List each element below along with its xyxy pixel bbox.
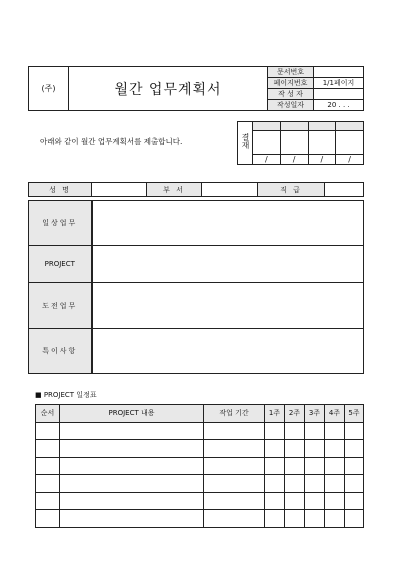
section-label-challenge: 도전업무 xyxy=(29,283,92,328)
section-content-challenge[interactable] xyxy=(92,283,364,328)
approval-head-3 xyxy=(308,122,336,131)
name-value[interactable] xyxy=(92,183,147,197)
section-label-notes: 특이사항 xyxy=(29,328,92,373)
cell[interactable] xyxy=(285,440,305,458)
section-label-daily: 일상업무 xyxy=(29,201,92,246)
cell[interactable] xyxy=(36,422,60,440)
approval-date-4: / xyxy=(336,155,364,165)
cell[interactable] xyxy=(285,457,305,475)
approval-date-1: / xyxy=(253,155,281,165)
sections-table xyxy=(28,200,364,374)
approval-head-1 xyxy=(253,122,281,131)
cell[interactable] xyxy=(285,492,305,510)
schedule-row xyxy=(36,457,364,475)
approval-date-3: / xyxy=(308,155,336,165)
approval-sign-4[interactable] xyxy=(336,131,364,155)
schedule-row xyxy=(36,422,364,440)
cell[interactable] xyxy=(345,422,364,440)
cell[interactable] xyxy=(305,492,325,510)
company-cell xyxy=(29,67,69,111)
date-value: 20 . . . xyxy=(314,100,364,111)
col-header-week3: 3주 xyxy=(305,405,325,423)
cell[interactable] xyxy=(204,475,265,493)
approval-label xyxy=(238,122,253,165)
schedule-row xyxy=(36,492,364,510)
col-header-week2: 2주 xyxy=(285,405,305,423)
cell[interactable] xyxy=(36,475,60,493)
cell[interactable] xyxy=(305,422,325,440)
name-label: 성 명 xyxy=(29,183,92,197)
header-table xyxy=(28,66,364,111)
author-value xyxy=(314,89,364,100)
cell[interactable] xyxy=(325,475,345,493)
cell[interactable] xyxy=(325,457,345,475)
cell[interactable] xyxy=(265,422,285,440)
cell[interactable] xyxy=(204,440,265,458)
schedule-heading: ■ PROJECT 일정표 xyxy=(35,391,97,399)
cell[interactable] xyxy=(325,492,345,510)
cell[interactable] xyxy=(36,510,60,528)
approval-head-4 xyxy=(336,122,364,131)
cell[interactable] xyxy=(60,422,204,440)
cell[interactable] xyxy=(60,457,204,475)
cell[interactable] xyxy=(285,422,305,440)
cell[interactable] xyxy=(36,457,60,475)
section-content-notes[interactable] xyxy=(92,328,364,373)
cell[interactable] xyxy=(60,440,204,458)
col-header-period: 작업 기간 xyxy=(204,405,265,423)
cell[interactable] xyxy=(325,510,345,528)
cell[interactable] xyxy=(204,457,265,475)
cell[interactable] xyxy=(60,475,204,493)
cell[interactable] xyxy=(325,440,345,458)
company-label: (주) xyxy=(41,84,56,93)
rank-label: 직 급 xyxy=(258,183,325,197)
col-header-week5: 5주 xyxy=(345,405,364,423)
cell[interactable] xyxy=(285,475,305,493)
cell[interactable] xyxy=(36,492,60,510)
cell[interactable] xyxy=(204,492,265,510)
dept-label: 부 서 xyxy=(147,183,202,197)
page-number-label: 페이지번호 xyxy=(268,78,314,89)
approval-sign-3[interactable] xyxy=(308,131,336,155)
cell[interactable] xyxy=(305,440,325,458)
author-label: 작 성 자 xyxy=(268,89,314,100)
approval-label-text: 결재 xyxy=(241,132,250,149)
document-title: 월간 업무계획서 xyxy=(69,67,268,111)
submission-statement: 아래와 같이 월간 업무계획서를 제출합니다. xyxy=(40,137,183,146)
approval-date-2: / xyxy=(280,155,308,165)
approval-sign-2[interactable] xyxy=(280,131,308,155)
cell[interactable] xyxy=(204,422,265,440)
info-table xyxy=(28,182,364,197)
approval-sign-1[interactable] xyxy=(253,131,281,155)
col-header-week1: 1주 xyxy=(265,405,285,423)
cell[interactable] xyxy=(265,457,285,475)
schedule-row xyxy=(36,440,364,458)
section-content-project[interactable] xyxy=(92,246,364,283)
date-label: 작성일자 xyxy=(268,100,314,111)
cell[interactable] xyxy=(345,457,364,475)
cell[interactable] xyxy=(345,440,364,458)
rank-value[interactable] xyxy=(325,183,364,197)
col-header-order: 순서 xyxy=(36,405,60,423)
schedule-row xyxy=(36,475,364,493)
section-label-project: PROJECT xyxy=(29,246,92,283)
cell[interactable] xyxy=(60,510,204,528)
section-content-daily[interactable] xyxy=(92,201,364,246)
approval-head-2 xyxy=(280,122,308,131)
page-number-value: 1/1페이지 xyxy=(314,78,364,89)
doc-number-value xyxy=(314,67,364,78)
col-header-content: PROJECT 내용 xyxy=(60,405,204,423)
cell[interactable] xyxy=(265,510,285,528)
cell[interactable] xyxy=(285,510,305,528)
dept-value[interactable] xyxy=(202,183,258,197)
cell[interactable] xyxy=(345,510,364,528)
cell[interactable] xyxy=(265,440,285,458)
cell[interactable] xyxy=(345,492,364,510)
schedule-table xyxy=(35,404,364,528)
approval-table xyxy=(237,121,364,165)
cell[interactable] xyxy=(265,475,285,493)
cell[interactable] xyxy=(305,475,325,493)
doc-number-label: 문서번호 xyxy=(268,67,314,78)
cell[interactable] xyxy=(305,510,325,528)
cell[interactable] xyxy=(265,492,285,510)
cell[interactable] xyxy=(325,422,345,440)
cell[interactable] xyxy=(60,492,204,510)
cell[interactable] xyxy=(204,510,265,528)
cell[interactable] xyxy=(305,457,325,475)
cell[interactable] xyxy=(36,440,60,458)
col-header-week4: 4주 xyxy=(325,405,345,423)
schedule-row xyxy=(36,510,364,528)
cell[interactable] xyxy=(345,475,364,493)
